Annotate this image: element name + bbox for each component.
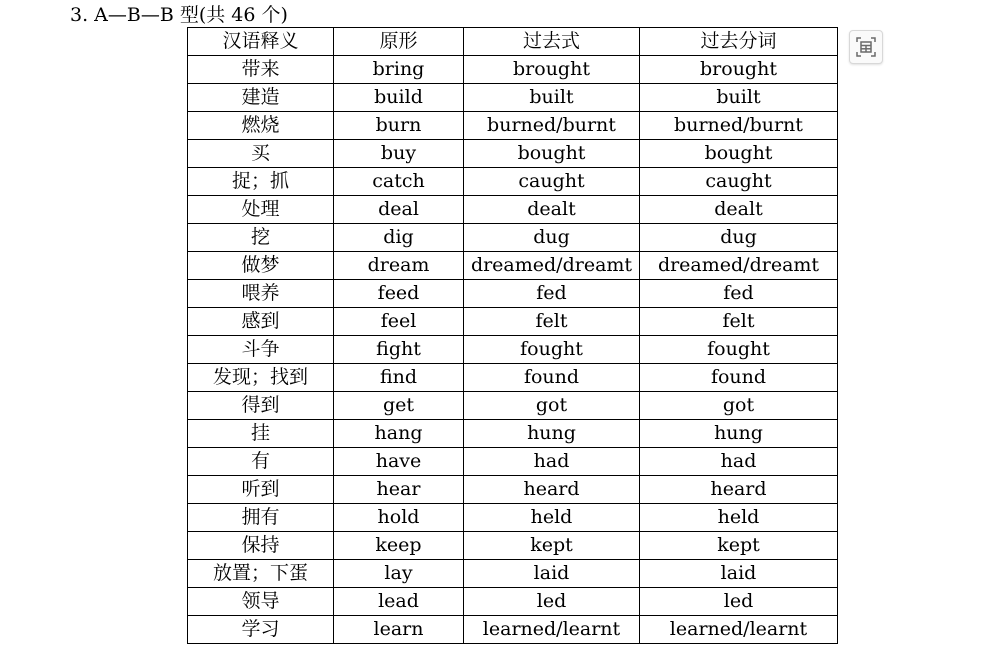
cell-meaning: 保持 bbox=[188, 532, 334, 560]
cell-base-form: lead bbox=[334, 588, 464, 616]
cell-past-participle: hung bbox=[640, 420, 838, 448]
cell-base-form: get bbox=[334, 392, 464, 420]
cell-past-tense: kept bbox=[464, 532, 640, 560]
cell-base-form: catch bbox=[334, 168, 464, 196]
cell-past-participle: found bbox=[640, 364, 838, 392]
table-row bbox=[188, 196, 838, 224]
cell-base-form: have bbox=[334, 448, 464, 476]
cell-past-tense: fed bbox=[464, 280, 640, 308]
cell-base-form: lay bbox=[334, 560, 464, 588]
cell-past-tense: found bbox=[464, 364, 640, 392]
cell-meaning: 斗争 bbox=[188, 336, 334, 364]
cell-meaning: 得到 bbox=[188, 392, 334, 420]
cell-past-participle: brought bbox=[640, 56, 838, 84]
table-scan-icon bbox=[855, 36, 877, 58]
cell-past-tense: heard bbox=[464, 476, 640, 504]
cell-past-participle: heard bbox=[640, 476, 838, 504]
cell-meaning: 拥有 bbox=[188, 504, 334, 532]
table-row bbox=[188, 476, 838, 504]
cell-meaning: 带来 bbox=[188, 56, 334, 84]
cell-past-participle: fed bbox=[640, 280, 838, 308]
cell-past-participle: fought bbox=[640, 336, 838, 364]
cell-past-participle: got bbox=[640, 392, 838, 420]
cell-base-form: hold bbox=[334, 504, 464, 532]
cell-past-participle: built bbox=[640, 84, 838, 112]
table-body bbox=[188, 56, 838, 644]
table-row bbox=[188, 168, 838, 196]
cell-meaning: 感到 bbox=[188, 308, 334, 336]
cell-past-tense: fought bbox=[464, 336, 640, 364]
cell-base-form: buy bbox=[334, 140, 464, 168]
cell-meaning: 喂养 bbox=[188, 280, 334, 308]
cell-base-form: feel bbox=[334, 308, 464, 336]
header-past-participle: 过去分词 bbox=[640, 28, 838, 56]
header-past-tense: 过去式 bbox=[464, 28, 640, 56]
cell-base-form: hang bbox=[334, 420, 464, 448]
table-row bbox=[188, 112, 838, 140]
table-row bbox=[188, 308, 838, 336]
cell-past-tense: held bbox=[464, 504, 640, 532]
cell-base-form: dig bbox=[334, 224, 464, 252]
section-heading: 3. A—B—B 型(共 46 个) bbox=[70, 4, 288, 26]
cell-past-tense: caught bbox=[464, 168, 640, 196]
table-row bbox=[188, 588, 838, 616]
cell-base-form: dream bbox=[334, 252, 464, 280]
cell-past-participle: led bbox=[640, 588, 838, 616]
cell-past-tense: burned/burnt bbox=[464, 112, 640, 140]
cell-past-tense: built bbox=[464, 84, 640, 112]
table-header bbox=[188, 28, 838, 56]
table-row bbox=[188, 56, 838, 84]
cell-base-form: bring bbox=[334, 56, 464, 84]
cell-past-tense: had bbox=[464, 448, 640, 476]
cell-base-form: burn bbox=[334, 112, 464, 140]
cell-base-form: hear bbox=[334, 476, 464, 504]
header-base-form: 原形 bbox=[334, 28, 464, 56]
cell-base-form: deal bbox=[334, 196, 464, 224]
cell-past-tense: felt bbox=[464, 308, 640, 336]
table-row bbox=[188, 392, 838, 420]
table-row bbox=[188, 448, 838, 476]
cell-base-form: keep bbox=[334, 532, 464, 560]
table-row bbox=[188, 84, 838, 112]
cell-past-tense: led bbox=[464, 588, 640, 616]
cell-past-participle: had bbox=[640, 448, 838, 476]
cell-meaning: 发现；找到 bbox=[188, 364, 334, 392]
cell-past-tense: dreamed/dreamt bbox=[464, 252, 640, 280]
cell-past-participle: kept bbox=[640, 532, 838, 560]
cell-meaning: 听到 bbox=[188, 476, 334, 504]
cell-past-tense: dug bbox=[464, 224, 640, 252]
header-meaning: 汉语释义 bbox=[188, 28, 334, 56]
cell-past-tense: learned/learnt bbox=[464, 616, 640, 644]
cell-past-participle: dreamed/dreamt bbox=[640, 252, 838, 280]
cell-meaning: 学习 bbox=[188, 616, 334, 644]
cell-past-tense: hung bbox=[464, 420, 640, 448]
table-row bbox=[188, 532, 838, 560]
table-row bbox=[188, 140, 838, 168]
table-row bbox=[188, 252, 838, 280]
table-row bbox=[188, 336, 838, 364]
table-row bbox=[188, 616, 838, 644]
irregular-verbs-table bbox=[187, 27, 838, 644]
cell-past-tense: brought bbox=[464, 56, 640, 84]
cell-meaning: 挂 bbox=[188, 420, 334, 448]
cell-past-tense: bought bbox=[464, 140, 640, 168]
cell-meaning: 买 bbox=[188, 140, 334, 168]
cell-past-participle: held bbox=[640, 504, 838, 532]
table-row bbox=[188, 504, 838, 532]
table-row bbox=[188, 560, 838, 588]
cell-meaning: 放置；下蛋 bbox=[188, 560, 334, 588]
cell-meaning: 处理 bbox=[188, 196, 334, 224]
cell-base-form: learn bbox=[334, 616, 464, 644]
cell-past-participle: felt bbox=[640, 308, 838, 336]
cell-meaning: 燃烧 bbox=[188, 112, 334, 140]
table-row bbox=[188, 280, 838, 308]
cell-past-participle: caught bbox=[640, 168, 838, 196]
cell-base-form: fight bbox=[334, 336, 464, 364]
cell-meaning: 捉；抓 bbox=[188, 168, 334, 196]
cell-past-participle: bought bbox=[640, 140, 838, 168]
cell-past-tense: got bbox=[464, 392, 640, 420]
table-row bbox=[188, 420, 838, 448]
table-extract-button[interactable] bbox=[849, 30, 883, 64]
cell-past-participle: burned/burnt bbox=[640, 112, 838, 140]
cell-base-form: build bbox=[334, 84, 464, 112]
cell-past-tense: dealt bbox=[464, 196, 640, 224]
cell-meaning: 建造 bbox=[188, 84, 334, 112]
cell-past-participle: learned/learnt bbox=[640, 616, 838, 644]
cell-past-participle: dug bbox=[640, 224, 838, 252]
cell-past-participle: dealt bbox=[640, 196, 838, 224]
cell-base-form: feed bbox=[334, 280, 464, 308]
cell-base-form: find bbox=[334, 364, 464, 392]
header-row bbox=[188, 28, 838, 56]
cell-past-tense: laid bbox=[464, 560, 640, 588]
table-row bbox=[188, 224, 838, 252]
cell-meaning: 做梦 bbox=[188, 252, 334, 280]
cell-meaning: 挖 bbox=[188, 224, 334, 252]
cell-past-participle: laid bbox=[640, 560, 838, 588]
cell-meaning: 有 bbox=[188, 448, 334, 476]
table-row bbox=[188, 364, 838, 392]
cell-meaning: 领导 bbox=[188, 588, 334, 616]
